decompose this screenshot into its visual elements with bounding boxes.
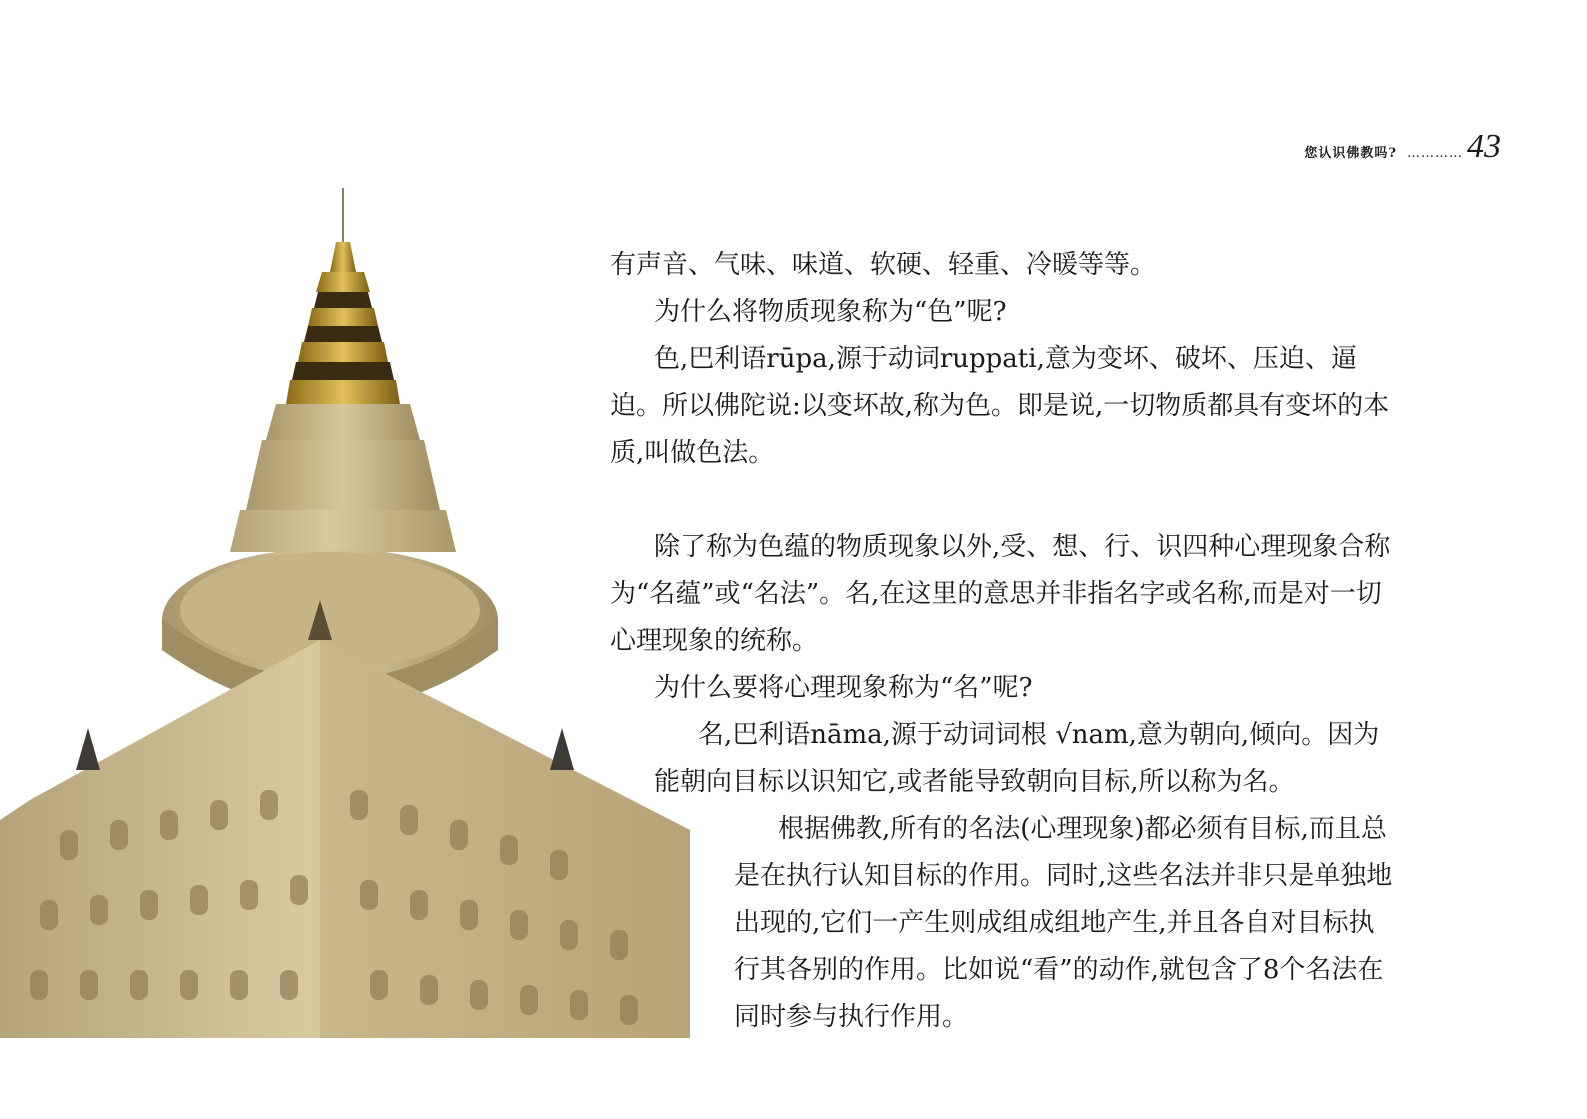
leader-dots: ………… [1407,146,1463,161]
question-rupa: 为什么将物质现象称为“色”呢? [654,297,1007,327]
paragraph-mental-factors: 根据佛教,所有的名法(心理现象)都必须有目标,而且总是在执行认知目标的作用。同时,这些名法并非只是单独地出现的,它们一产生则成组成组地产生,并且各自对目标执行其各别的作用。比如说“看”的动作,就包含了8个名法在同时参与执行作用。 [734,814,1393,1032]
body-text [610,242,1400,1041]
paragraph-rupa: 色,巴利语rūpa,源于动词ruppati,意为变坏、破坏、压迫、逼迫。所以佛陀说:以变坏故,称为色。即是说,一切物质都具有变坏的本质,叫做色法。 [610,344,1390,468]
running-title: 您认识佛教吗? [1304,146,1397,161]
stupa-photo [0,180,690,1038]
paragraph-senses: 有声音、气味、味道、软硬、轻重、冷暖等等。 [610,250,1157,280]
paragraph-gap [610,477,1400,524]
paragraph-nama-etymology: 名,巴利语nāma,源于动词词根 √nam,意为朝向,倾向。因为能朝向目标以识知它,或者能导致朝向目标,所以称为名。 [654,720,1380,797]
question-nama: 为什么要将心理现象称为“名”呢? [654,673,1033,703]
page-number: 43 [1467,128,1501,165]
page-header [1304,130,1501,164]
paragraph-nama-intro: 除了称为色蕴的物质现象以外,受、想、行、识四种心理现象合称为“名蕴”或“名法”。名,在这里的意思并非指名字或名称,而是对一切心理现象的统称。 [610,532,1391,656]
